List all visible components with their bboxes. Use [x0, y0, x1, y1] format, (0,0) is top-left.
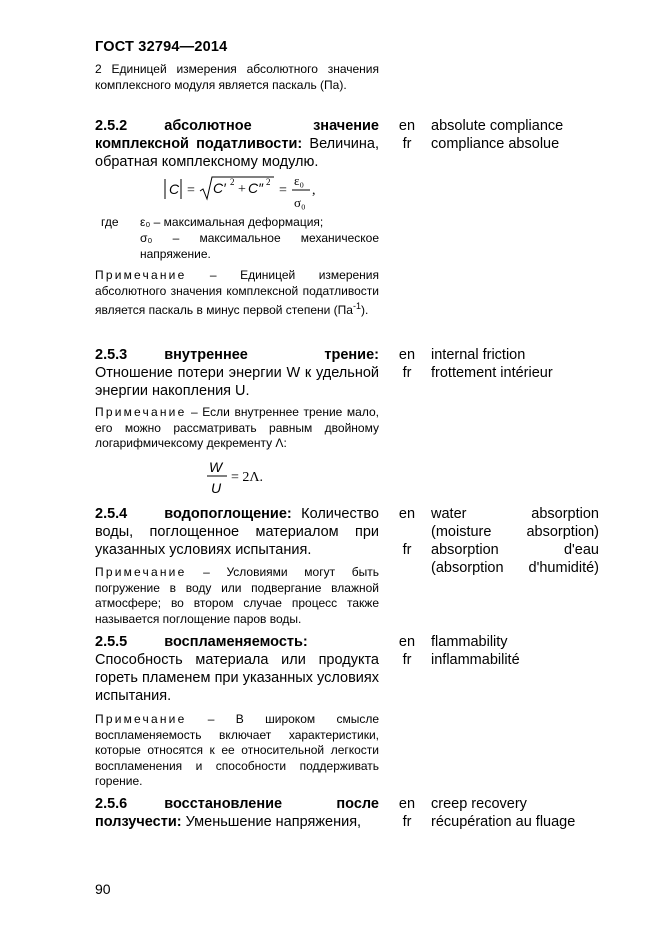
- formula-denominator: U: [211, 480, 222, 496]
- lang-en: en: [398, 634, 416, 650]
- lang-fr: fr: [402, 814, 412, 830]
- lang-fr: fr: [402, 365, 412, 381]
- entry-definition: Величина, обратная комплексному модулю.: [95, 136, 379, 170]
- entry-term: воспламеняемость:: [164, 634, 308, 650]
- formula-eq-2: =: [279, 183, 287, 198]
- note-2-5-5: [95, 712, 379, 790]
- lang-fr: fr: [402, 136, 412, 152]
- entry-definition: Уменьшение напряжения,: [181, 814, 362, 830]
- equivalent-fr: absorption d'eau (absorption d'humidité): [431, 542, 599, 576]
- formula-eq-1: =: [187, 183, 195, 198]
- equivalent-en: absolute compliance: [431, 118, 564, 134]
- note-label: Примечание: [95, 712, 187, 726]
- document-header: ГОСТ 32794—2014: [95, 39, 228, 55]
- entry-2-5-4: [95, 505, 379, 559]
- note-text: – В широком смысле воспламеняемость включает характеристики, которые относятся к ее относительной легкости воспламенения и способности поддерживать горение.: [95, 712, 379, 788]
- page-number: 90: [95, 881, 111, 897]
- entry-2-5-6: [95, 795, 379, 831]
- formula-exp-2: 2: [266, 177, 271, 187]
- formula-lhs: C: [169, 181, 180, 197]
- formula-exp-1: 2: [230, 177, 235, 187]
- previous-note: 2 Единицей измерения абсолютного значения комплексного модуля является паскаль (Па).: [95, 62, 379, 92]
- equivalent-en: creep recovery: [431, 796, 527, 812]
- lang-fr: fr: [402, 652, 412, 668]
- note-2-5-3: [95, 405, 379, 452]
- equivalent-en: internal friction: [431, 347, 526, 363]
- entry-number: 2.5.2: [95, 118, 128, 134]
- note-end: ).: [360, 303, 369, 317]
- formula-denominator: σ₀: [294, 195, 306, 210]
- entry-term: внутреннее трение:: [164, 347, 379, 363]
- formula-compliance: [162, 172, 362, 214]
- formula-friction: [205, 458, 285, 498]
- formula-svg: [162, 172, 362, 214]
- note-text: – Условиями могут быть погружение в воду или подвергание влажной атмосфере; во втором случае процесс также называется поглощение паров воды.: [95, 565, 379, 626]
- entry-number: 2.5.5: [95, 634, 128, 650]
- where-label: где: [101, 215, 119, 229]
- formula-numerator: ε₀: [294, 173, 304, 188]
- entry-term: абсолютное значение комплексной податливости:: [95, 118, 379, 152]
- lang-en: en: [398, 347, 416, 363]
- entry-number: 2.5.3: [95, 347, 128, 363]
- entry-2-5-3: [95, 346, 379, 400]
- note-label: Примечание: [95, 268, 187, 282]
- entry-2-5-2: [95, 117, 379, 171]
- formula-comma: ,: [312, 183, 316, 198]
- lang-en: en: [398, 118, 416, 134]
- entry-2-5-5: [95, 633, 379, 705]
- note-label: Примечание: [95, 565, 187, 579]
- formula-rhs: = 2Λ.: [231, 470, 264, 485]
- equivalent-en: water absorption (moisture absorption): [431, 506, 599, 540]
- entry-number: 2.5.6: [95, 796, 128, 812]
- entry-term: восстановление после ползучести:: [95, 796, 379, 830]
- formula-numerator: W: [209, 459, 223, 475]
- equivalent-fr: inflammabilité: [431, 652, 520, 668]
- equivalent-fr: récupération au fluage: [431, 814, 576, 830]
- lang-en: en: [398, 506, 416, 522]
- equivalent-fr: frottement intérieur: [431, 365, 553, 381]
- entry-number: 2.5.4: [95, 506, 128, 522]
- formula-svg: [205, 458, 285, 498]
- entry-term: водопоглощение:: [164, 506, 292, 522]
- note-text: – Если внутреннее трение мало, его можно рассматривать равным двойному логарифмичексому декременту Λ:: [95, 405, 379, 450]
- entry-definition: Количество воды, поглощенное материалом при указанных условиях испытания.: [95, 506, 379, 558]
- entry-definition: Способность материала или продукта гореть пламенем при указанных условиях испытания.: [95, 652, 379, 704]
- where-2: σ₀ – максимальное механическое напряжение.: [140, 231, 379, 261]
- equivalent-en: flammability: [431, 634, 508, 650]
- note-text: – Единицей измерения абсолютного значения комплексной податливости является паскаль в минус первой степени (Па: [95, 268, 379, 317]
- where-1: ε₀ – максимальная деформация;: [140, 215, 324, 229]
- note-sup: -1: [352, 301, 361, 311]
- equivalent-fr: compliance absolue: [431, 136, 560, 152]
- formula-c-prime: C′: [213, 180, 226, 196]
- note-2-5-4: [95, 565, 379, 627]
- formula-c-double-prime: C″: [248, 180, 264, 196]
- note-label: Примечание: [95, 405, 187, 419]
- lang-en: en: [398, 796, 416, 812]
- note-2-5-2: [95, 268, 379, 319]
- formula-plus: +: [238, 182, 246, 197]
- entry-definition: Отношение потери энергии W к удельной энергии накопления U.: [95, 365, 379, 399]
- lang-fr: fr: [402, 542, 412, 558]
